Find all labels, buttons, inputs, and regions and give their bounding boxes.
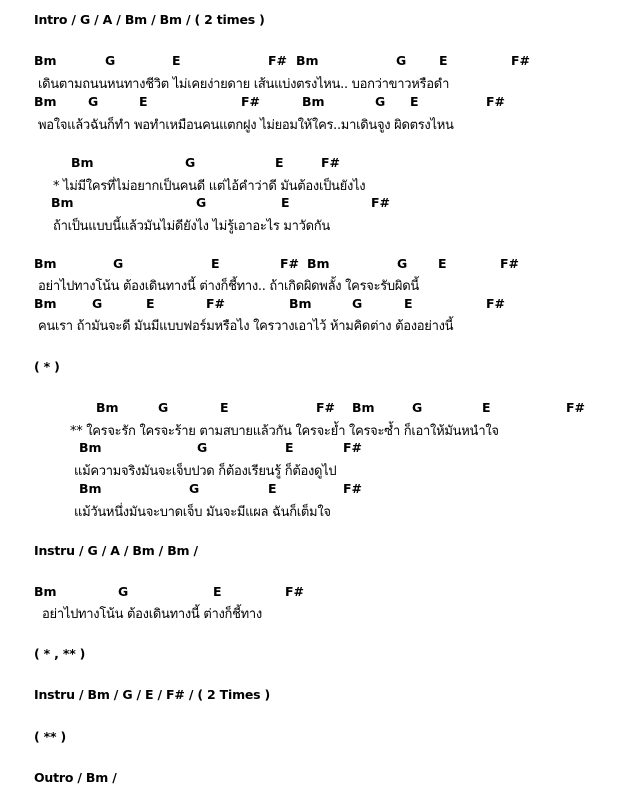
lyric-line: * ไม่มีใครที่ไม่อยากเป็นคนดี แต่ไอ้คำว่าดี มันต้องเป็นยังไง (53, 179, 366, 194)
chord-label: E (404, 296, 413, 311)
chord-label: G (352, 296, 363, 311)
instru-line: Instru / Bm / G / E / F# / ( 2 Times ) (34, 687, 271, 702)
chord-row (0, 440, 620, 456)
chord-label: E (482, 400, 491, 415)
chord-label: Bm (79, 481, 102, 496)
chord-label: E (268, 481, 277, 496)
chord-label: F# (343, 481, 363, 496)
chord-label: G (196, 195, 207, 210)
chord-label: F# (241, 94, 261, 109)
chord-label: E (220, 400, 229, 415)
chord-label: G (412, 400, 423, 415)
chord-label: Bm (34, 94, 57, 109)
chord-label: Bm (34, 584, 57, 599)
chord-label: Bm (289, 296, 312, 311)
chord-label: F# (511, 53, 531, 68)
repeat-marker: ( * , ** ) (34, 646, 86, 661)
chord-label: E (172, 53, 181, 68)
chord-label: Bm (352, 400, 375, 415)
lyric-line: อย่าไปทางโน้น ต้องเดินทางนี้ ต่างก็ชี้ทาง.. ถ้าเกิดผิดพลั้ง ใครจะรับผิดนี้ (38, 279, 419, 294)
chord-label: G (105, 53, 116, 68)
lyric-line: พอใจแล้วฉันก็ทำ พอทำเหมือนคนแตกฝูง ไม่ยอมให้ใคร..มาเดินจูง ผิดตรงไหน (38, 118, 454, 133)
repeat-marker: ( ** ) (34, 729, 67, 744)
chord-label: E (275, 155, 284, 170)
lyric-line: ถ้าเป็นแบบนี้แล้วมันไม่ดียังไง ไม่รู้เอาอะไร มาวัดกัน (53, 219, 330, 234)
chord-label: F# (486, 94, 506, 109)
chord-label: E (438, 256, 447, 271)
chord-label: F# (321, 155, 341, 170)
chord-label: F# (371, 195, 391, 210)
chord-label: G (113, 256, 124, 271)
chord-row (0, 155, 620, 171)
chord-label: E (439, 53, 448, 68)
instru-line: Instru / G / A / Bm / Bm / (34, 543, 198, 558)
chord-label: Bm (34, 256, 57, 271)
chord-row (0, 296, 620, 312)
chord-row (0, 94, 620, 110)
chord-label: G (92, 296, 103, 311)
chord-label: Bm (71, 155, 94, 170)
chord-row (0, 53, 620, 69)
chord-label: F# (285, 584, 305, 599)
chord-row (0, 195, 620, 211)
chord-label: F# (343, 440, 363, 455)
lyric-line: คนเรา ถ้ามันจะดี มันมีแบบฟอร์มหรือไง ใครวางเอาไว้ ห้ามคิดต่าง ต้องอย่างนี้ (38, 319, 454, 334)
chord-label: Bm (34, 296, 57, 311)
chord-label: Bm (79, 440, 102, 455)
chord-label: Bm (34, 53, 57, 68)
chord-label: G (185, 155, 196, 170)
lyric-line: อย่าไปทางโน้น ต้องเดินทางนี้ ต่างก็ชี้ทาง (42, 607, 262, 622)
chord-row (0, 584, 620, 600)
chord-label: F# (486, 296, 506, 311)
repeat-marker: ( * ) (34, 359, 60, 374)
chord-label: F# (566, 400, 586, 415)
lyric-line: แม้ความจริงมันจะเจ็บปวด ก็ต้องเรียนรู้ ก็ต้องดูไป (74, 464, 337, 479)
chord-label: G (118, 584, 129, 599)
lyric-line: แม้วันหนึ่งมันจะบาดเจ็บ มันจะมีแผล ฉันก็เต็มใจ (74, 505, 331, 520)
chord-label: G (197, 440, 208, 455)
chord-label: F# (268, 53, 288, 68)
chord-row (0, 481, 620, 497)
chord-label: Bm (96, 400, 119, 415)
chord-row (0, 256, 620, 272)
chord-label: Bm (307, 256, 330, 271)
chord-label: G (88, 94, 99, 109)
intro-line: Intro / G / A / Bm / Bm / ( 2 times ) (34, 12, 265, 27)
chord-label: G (396, 53, 407, 68)
chord-label: E (410, 94, 419, 109)
chord-label: G (158, 400, 169, 415)
chord-label: F# (316, 400, 336, 415)
chord-label: Bm (51, 195, 74, 210)
chord-row (0, 400, 620, 416)
chord-label: G (189, 481, 200, 496)
lyric-line: ** ใครจะรัก ใครจะร้าย ตามสบายแล้วกัน ใครจะย้ำ ใครจะซ้ำ ก็เอาให้มันหนำใจ (70, 424, 499, 439)
chord-label: E (146, 296, 155, 311)
chord-label: G (375, 94, 386, 109)
chord-label: E (285, 440, 294, 455)
chord-label: E (281, 195, 290, 210)
lyric-line: เดินตามถนนหนทางชีวิต ไม่เคยง่ายดาย เส้นแบ่งตรงไหน.. บอกว่าขาวหรือดำ (38, 77, 450, 92)
chord-label: E (211, 256, 220, 271)
chord-label: E (213, 584, 222, 599)
chord-label: Bm (302, 94, 325, 109)
chord-label: F# (206, 296, 226, 311)
chord-label: F# (280, 256, 300, 271)
chord-label: E (139, 94, 148, 109)
chord-label: F# (500, 256, 520, 271)
chord-label: Bm (296, 53, 319, 68)
chord-label: G (397, 256, 408, 271)
outro-line: Outro / Bm / (34, 770, 117, 785)
